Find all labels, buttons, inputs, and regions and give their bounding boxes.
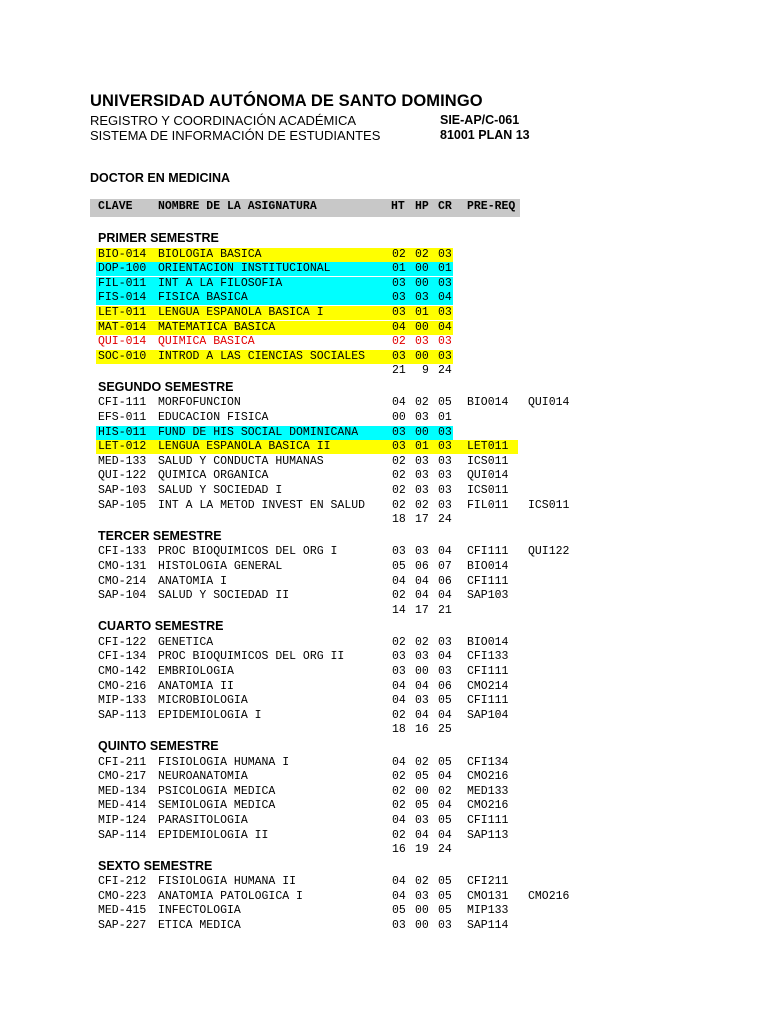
semester-title: PRIMER SEMESTRE	[98, 231, 219, 245]
course-clave: CFI-111	[98, 396, 147, 410]
course-row	[96, 799, 576, 813]
course-clave: CMO-142	[98, 665, 147, 678]
course-pre1: SAP103	[467, 589, 509, 603]
col-ht: HT	[391, 200, 405, 213]
course-pre1: CFI111	[467, 545, 509, 559]
semester-total-cr: 25	[438, 723, 452, 737]
course-cr: 05	[438, 813, 452, 827]
course-clave: BIO-014	[98, 247, 147, 261]
col-cr: CR	[438, 200, 452, 213]
course-ht: 02	[392, 589, 406, 603]
course-nombre: PROC BIOQUIMICOS DEL ORG I	[158, 545, 338, 559]
course-nombre: FISIOLOGIA HUMANA II	[158, 875, 297, 889]
course-clave: QUI-122	[98, 469, 147, 483]
course-hp: 03	[415, 650, 429, 664]
course-ht: 03	[392, 425, 406, 439]
course-clave: MIP-124	[98, 813, 147, 827]
course-row	[96, 306, 453, 320]
department-line: REGISTRO Y COORDINACIÓN ACADÉMICA	[90, 113, 357, 128]
course-clave: CMO-216	[98, 679, 147, 693]
course-pre1: SAP113	[467, 828, 509, 842]
course-nombre: PARASITOLOGIA	[158, 813, 248, 827]
course-clave: MED-133	[98, 454, 147, 468]
course-row	[96, 636, 576, 650]
course-hp: 03	[415, 291, 429, 305]
course-hp: 00	[415, 665, 429, 678]
course-ht: 04	[392, 813, 406, 827]
course-hp: 03	[415, 469, 429, 483]
course-ht: 05	[392, 559, 406, 573]
course-row	[96, 680, 576, 694]
course-hp: 04	[415, 679, 429, 693]
course-pre1: CMO216	[467, 770, 509, 784]
course-cr: 06	[438, 574, 452, 588]
course-clave: CMO-223	[98, 889, 147, 903]
course-row	[96, 396, 576, 410]
course-row	[96, 650, 576, 664]
course-hp: 02	[415, 755, 429, 769]
course-clave: MED-415	[98, 904, 147, 918]
course-row	[96, 709, 576, 723]
col-clave: CLAVE	[98, 200, 133, 213]
course-row	[96, 756, 576, 770]
course-cr: 03	[438, 247, 452, 261]
course-ht: 04	[392, 889, 406, 903]
course-cr: 03	[438, 498, 452, 512]
course-clave: EFS-011	[98, 411, 147, 424]
course-nombre: FISICA BASICA	[158, 291, 248, 305]
plan-code: 81001 PLAN 13	[440, 128, 530, 142]
course-hp: 02	[415, 247, 429, 261]
course-nombre: EPIDEMIOLOGIA I	[158, 708, 262, 722]
course-cr: 04	[438, 770, 452, 784]
course-ht: 02	[392, 784, 406, 798]
course-pre2: QUI122	[528, 545, 570, 559]
course-row	[96, 411, 576, 425]
course-nombre: FISIOLOGIA HUMANA I	[158, 755, 290, 769]
course-ht: 03	[392, 545, 406, 559]
course-pre1: CFI133	[467, 650, 509, 664]
course-ht: 04	[392, 755, 406, 769]
course-hp: 04	[415, 589, 429, 603]
course-nombre: EDUCACION FISICA	[158, 411, 269, 424]
course-hp: 03	[415, 694, 429, 708]
course-cr: 01	[438, 411, 452, 424]
course-hp: 02	[415, 875, 429, 889]
course-hp: 00	[415, 262, 429, 276]
course-hp: 02	[415, 635, 429, 649]
course-nombre: ANATOMIA PATOLOGICA I	[158, 889, 303, 903]
course-clave: SAP-227	[98, 919, 147, 932]
course-nombre: SEMIOLOGIA MEDICA	[158, 799, 276, 813]
course-clave: LET-012	[98, 440, 147, 454]
col-nombre: NOMBRE DE LA ASIGNATURA	[158, 200, 317, 213]
course-hp: 03	[415, 411, 429, 424]
course-ht: 02	[392, 469, 406, 483]
course-clave: SAP-104	[98, 589, 147, 603]
course-nombre: LENGUA ESPANOLA BASICA II	[158, 440, 331, 454]
course-ht: 02	[392, 498, 406, 512]
course-nombre: QUIMICA BASICA	[158, 335, 255, 349]
course-pre1: SAP114	[467, 919, 509, 932]
semester-total-hp: 19	[415, 843, 429, 857]
course-cr: 03	[438, 305, 452, 319]
course-ht: 05	[392, 904, 406, 918]
course-nombre: QUIMICA ORGANICA	[158, 469, 269, 483]
course-pre2: CMO216	[528, 889, 570, 903]
course-hp: 02	[415, 396, 429, 410]
semester-title: QUINTO SEMESTRE	[98, 739, 219, 753]
course-row	[96, 785, 576, 799]
course-nombre: SALUD Y SOCIEDAD I	[158, 484, 283, 497]
course-cr: 03	[438, 635, 452, 649]
semester-title: CUARTO SEMESTRE	[98, 619, 224, 634]
semester-title: SEGUNDO SEMESTRE	[98, 379, 234, 394]
course-pre1: CFI111	[467, 694, 509, 708]
course-nombre: MORFOFUNCION	[158, 396, 241, 410]
semester-total-hp: 9	[422, 364, 429, 378]
course-cr: 02	[438, 784, 452, 798]
course-clave: CFI-122	[98, 635, 147, 649]
course-pre2: ICS011	[528, 498, 570, 512]
course-cr: 03	[438, 919, 452, 932]
course-row	[96, 589, 576, 603]
course-row	[96, 875, 576, 889]
course-cr: 03	[438, 665, 452, 678]
course-row	[96, 335, 576, 349]
course-cr: 06	[438, 679, 452, 693]
semester-total-ht: 18	[392, 723, 406, 737]
course-nombre: MATEMATICA BASICA	[158, 320, 276, 334]
course-ht: 03	[392, 291, 406, 305]
course-pre1: CMO216	[467, 799, 509, 813]
course-hp: 00	[415, 320, 429, 334]
course-nombre: INT A LA METOD INVEST EN SALUD	[158, 498, 366, 512]
course-pre1: CFI111	[467, 574, 509, 588]
course-row	[96, 350, 453, 364]
course-cr: 05	[438, 875, 452, 889]
course-ht: 04	[392, 574, 406, 588]
course-pre1: FIL011	[467, 498, 509, 512]
course-ht: 04	[392, 320, 406, 334]
course-nombre: BIOLOGIA BASICA	[158, 247, 262, 261]
course-ht: 03	[392, 650, 406, 664]
course-pre1: QUI014	[467, 469, 509, 483]
course-row	[96, 321, 453, 335]
course-ht: 02	[392, 247, 406, 261]
col-hp: HP	[415, 200, 429, 213]
course-cr: 03	[438, 349, 452, 363]
course-hp: 01	[415, 305, 429, 319]
semester-total-ht: 18	[392, 513, 406, 527]
university-title: UNIVERSIDAD AUTÓNOMA DE SANTO DOMINGO	[90, 92, 483, 110]
semester-total-cr: 24	[438, 364, 452, 378]
course-row	[96, 440, 518, 454]
course-ht: 02	[392, 635, 406, 649]
course-cr: 07	[438, 559, 452, 573]
course-hp: 01	[415, 440, 429, 454]
course-row	[96, 919, 576, 933]
course-row	[96, 665, 576, 679]
semester-total-ht: 16	[392, 843, 406, 857]
course-pre2: QUI014	[528, 396, 570, 410]
course-pre1: BIO014	[467, 396, 509, 410]
course-nombre: INFECTOLOGIA	[158, 904, 241, 918]
course-cr: 05	[438, 755, 452, 769]
course-hp: 03	[415, 545, 429, 559]
course-clave: CFI-211	[98, 755, 147, 769]
course-pre1: ICS011	[467, 454, 509, 468]
course-row	[96, 829, 576, 843]
course-ht: 02	[392, 484, 406, 497]
course-row	[96, 575, 576, 589]
course-row	[96, 770, 576, 784]
course-ht: 03	[392, 919, 406, 932]
course-hp: 00	[415, 349, 429, 363]
course-ht: 02	[392, 828, 406, 842]
course-pre1: ICS011	[467, 484, 509, 497]
course-clave: CMO-131	[98, 559, 147, 573]
course-cr: 03	[438, 469, 452, 483]
course-ht: 02	[392, 454, 406, 468]
course-cr: 05	[438, 904, 452, 918]
course-ht: 02	[392, 708, 406, 722]
course-cr: 04	[438, 799, 452, 813]
course-pre1: CMO131	[467, 889, 509, 903]
course-ht: 03	[392, 349, 406, 363]
course-cr: 03	[438, 425, 452, 439]
course-pre1: CFI211	[467, 875, 509, 889]
course-nombre: INT A LA FILOSOFIA	[158, 276, 283, 290]
course-pre1: MIP133	[467, 904, 509, 918]
course-clave: SAP-113	[98, 708, 147, 722]
course-ht: 03	[392, 665, 406, 678]
course-ht: 03	[392, 440, 406, 454]
course-clave: SAP-103	[98, 484, 147, 497]
semester-total-cr: 21	[438, 603, 452, 617]
col-prereq: PRE-REQ	[467, 200, 516, 213]
course-clave: QUI-014	[98, 335, 147, 349]
course-cr: 03	[438, 440, 452, 454]
course-cr: 05	[438, 889, 452, 903]
semester-total-cr: 24	[438, 843, 452, 857]
course-clave: MIP-133	[98, 694, 147, 708]
course-clave: MAT-014	[98, 320, 147, 334]
course-nombre: LENGUA ESPANOLA BASICA I	[158, 305, 324, 319]
course-hp: 04	[415, 708, 429, 722]
course-cr: 03	[438, 335, 452, 349]
course-hp: 00	[415, 784, 429, 798]
course-hp: 04	[415, 574, 429, 588]
course-hp: 03	[415, 335, 429, 349]
course-hp: 02	[415, 498, 429, 512]
course-hp: 04	[415, 828, 429, 842]
course-pre1: CFI111	[467, 813, 509, 827]
course-row	[96, 545, 576, 559]
course-row	[96, 455, 576, 469]
course-nombre: EPIDEMIOLOGIA II	[158, 828, 269, 842]
course-cr: 04	[438, 320, 452, 334]
course-cr: 04	[438, 828, 452, 842]
course-hp: 00	[415, 425, 429, 439]
course-row	[96, 904, 576, 918]
course-cr: 04	[438, 545, 452, 559]
program-title: DOCTOR EN MEDICINA	[90, 171, 231, 185]
course-cr: 04	[438, 708, 452, 722]
course-row	[96, 469, 576, 483]
course-cr: 05	[438, 694, 452, 708]
course-ht: 04	[392, 679, 406, 693]
semester-total-hp: 17	[415, 513, 429, 527]
course-row	[96, 248, 453, 262]
course-nombre: ANATOMIA I	[158, 574, 228, 588]
course-ht: 02	[392, 335, 406, 349]
course-nombre: ETICA MEDICA	[158, 919, 241, 932]
course-cr: 03	[438, 484, 452, 497]
course-cr: 04	[438, 589, 452, 603]
course-nombre: EMBRIOLOGIA	[158, 665, 234, 678]
course-ht: 04	[392, 875, 406, 889]
course-clave: CFI-134	[98, 650, 147, 664]
course-nombre: FUND DE HIS SOCIAL DOMINICANA	[158, 425, 359, 439]
course-clave: DOP-100	[98, 262, 147, 276]
course-hp: 00	[415, 919, 429, 932]
course-row	[96, 694, 576, 708]
course-ht: 04	[392, 694, 406, 708]
semester-title: TERCER SEMESTRE	[98, 528, 222, 543]
course-hp: 00	[415, 276, 429, 290]
course-clave: FIS-014	[98, 291, 147, 305]
course-row	[96, 484, 576, 498]
course-row	[96, 262, 453, 276]
course-cr: 01	[438, 262, 452, 276]
course-cr: 04	[438, 650, 452, 664]
course-clave: LET-011	[98, 305, 147, 319]
course-ht: 03	[392, 276, 406, 290]
semester-total-hp: 16	[415, 723, 429, 737]
course-hp: 05	[415, 770, 429, 784]
course-row	[96, 560, 576, 574]
course-pre1: MED133	[467, 784, 509, 798]
course-clave: CMO-214	[98, 574, 147, 588]
course-hp: 05	[415, 799, 429, 813]
course-ht: 03	[392, 305, 406, 319]
course-ht: 00	[392, 411, 406, 424]
course-ht: 01	[392, 262, 406, 276]
course-nombre: SALUD Y CONDUCTA HUMANAS	[158, 454, 324, 468]
document-code: SIE-AP/C-061	[440, 113, 520, 127]
course-nombre: GENETICA	[158, 635, 214, 649]
course-hp: 03	[415, 484, 429, 497]
course-nombre: INTROD A LAS CIENCIAS SOCIALES	[158, 349, 366, 363]
course-clave: FIL-011	[98, 276, 147, 290]
semester-total-cr: 24	[438, 513, 452, 527]
course-clave: CFI-212	[98, 875, 147, 889]
course-row	[96, 426, 453, 440]
course-pre1: SAP104	[467, 708, 509, 722]
course-cr: 03	[438, 454, 452, 468]
semester-total-hp: 17	[415, 603, 429, 617]
course-nombre: PROC BIOQUIMICOS DEL ORG II	[158, 650, 345, 664]
course-nombre: PSICOLOGIA MEDICA	[158, 784, 276, 798]
course-hp: 03	[415, 813, 429, 827]
course-ht: 02	[392, 770, 406, 784]
course-row	[96, 814, 576, 828]
course-nombre: ORIENTACION INSTITUCIONAL	[158, 262, 331, 276]
course-nombre: HISTOLOGIA GENERAL	[158, 559, 283, 573]
course-row	[96, 277, 453, 291]
course-cr: 05	[438, 396, 452, 410]
course-nombre: MICROBIOLOGIA	[158, 694, 248, 708]
semester-total-ht: 14	[392, 603, 406, 617]
column-header-bar	[90, 199, 520, 217]
course-clave: SAP-114	[98, 828, 147, 842]
course-hp: 03	[415, 454, 429, 468]
course-hp: 06	[415, 559, 429, 573]
course-pre1: BIO014	[467, 559, 509, 573]
course-hp: 03	[415, 889, 429, 903]
semester-total-ht: 21	[392, 364, 406, 378]
course-pre1: CMO214	[467, 679, 509, 693]
course-pre1: LET011	[467, 440, 509, 454]
course-clave: CMO-217	[98, 770, 147, 784]
course-clave: SOC-010	[98, 349, 147, 363]
course-hp: 00	[415, 904, 429, 918]
course-pre1: CFI111	[467, 665, 509, 678]
course-pre1: CFI134	[467, 755, 509, 769]
course-ht: 02	[392, 799, 406, 813]
course-row	[96, 890, 576, 904]
course-cr: 03	[438, 276, 452, 290]
course-nombre: SALUD Y SOCIEDAD II	[158, 589, 290, 603]
course-nombre: NEUROANATOMIA	[158, 770, 248, 784]
course-pre1: BIO014	[467, 635, 509, 649]
semester-title: SEXTO SEMESTRE	[98, 858, 213, 873]
course-ht: 04	[392, 396, 406, 410]
course-row	[96, 499, 576, 513]
course-clave: MED-134	[98, 784, 147, 798]
course-clave: HIS-011	[98, 425, 147, 439]
course-nombre: ANATOMIA II	[158, 679, 234, 693]
system-line: SISTEMA DE INFORMACIÓN DE ESTUDIANTES	[90, 128, 381, 143]
course-clave: SAP-105	[98, 498, 147, 512]
course-clave: CFI-133	[98, 545, 147, 559]
course-cr: 04	[438, 291, 452, 305]
course-clave: MED-414	[98, 799, 147, 813]
course-row	[96, 291, 453, 305]
